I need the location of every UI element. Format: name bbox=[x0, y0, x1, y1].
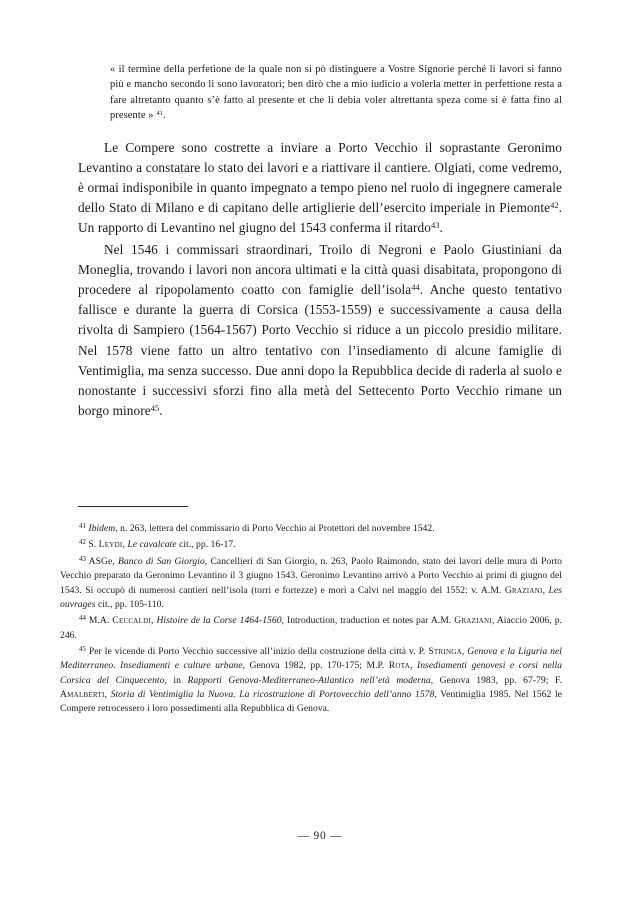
text-run: . Un rapporto di Levantino nel giugno del 1543 conferma il ritardo bbox=[78, 200, 562, 236]
italic-title: Les ouvrages bbox=[60, 584, 562, 610]
text-run: cit., pp. 105-110. bbox=[95, 598, 164, 610]
body-paragraph-compere bbox=[78, 138, 562, 239]
small-caps-author: Stringa bbox=[428, 646, 462, 658]
text-run: Nel 1546 i commissari straordinari, Troilo di Negroni e Paolo Giustiniani da Moneglia, trovando i lavori non ancora ultimati e la città quasi disabitata, propongono di procedere al ripopolamento coatto con famiglie dell’isola bbox=[78, 241, 562, 298]
footnote-42 bbox=[60, 538, 562, 552]
italic-title: Histoire de la Corse 1464-1560 bbox=[156, 615, 282, 627]
footnote-number-41: 41 bbox=[79, 522, 86, 530]
small-caps-author: Graziani bbox=[504, 584, 543, 596]
text-run: , in bbox=[164, 674, 188, 686]
footnotes-section bbox=[60, 522, 562, 717]
footnote-reference-43: 43 bbox=[430, 220, 440, 231]
block-quotation bbox=[78, 0, 562, 124]
footnote-reference-41: 41 bbox=[156, 110, 163, 118]
italic-title: Genova e la Liguria nel Mediterraneo. Insediamenti e culture urbane bbox=[60, 646, 562, 672]
text-run: , Ventimiglia 1985. Nel 1562 le Compere retrocessero i loro possedimenti alla Repubblica di Genova. bbox=[60, 689, 562, 715]
small-caps-author: Graziani bbox=[454, 615, 492, 627]
text-run: , bbox=[461, 646, 468, 658]
text-run: , bbox=[122, 539, 128, 551]
footnote-separator-rule bbox=[78, 506, 188, 507]
text-run: , bbox=[104, 689, 111, 701]
small-caps-author: Leydi bbox=[98, 539, 123, 551]
text-run: « il termine della perfetione de la quale non si pò distinguere a Vostre Signorie perché li lavori si fanno più e mancho secondo li sono lavoratori; ben dirò che a mio iudicio a volerla metter in perfettione resta a fare altretanto quanto s’è fatto al presente et che li debia voler altrettanta speza come si è fatta fino al presente » bbox=[110, 64, 562, 122]
italic-title: Rapporti Genova-Mediterraneo-Atlantico nell’età moderna bbox=[187, 674, 431, 686]
italic-title: Insediamenti genovesi e corsi nella Corsica del Cinquecento bbox=[60, 660, 562, 686]
small-caps-author: Ceccaldi bbox=[112, 615, 152, 627]
italic-title: Ibidem bbox=[88, 523, 116, 534]
text-run: M.A. bbox=[88, 615, 113, 627]
text-run: , bbox=[410, 660, 417, 672]
footnote-reference-42: 42 bbox=[550, 200, 559, 211]
footnote-number-42: 42 bbox=[79, 539, 86, 547]
footnote-number-44: 44 bbox=[79, 615, 86, 623]
footnote-reference-45: 45 bbox=[150, 403, 160, 414]
page-folio: — 90 — bbox=[297, 830, 343, 842]
text-run: , Genova 1982, pp. 170-175; M.P. bbox=[242, 660, 389, 672]
text-run: , Aiaccio 2006, p. 246. bbox=[60, 615, 562, 641]
text-run: . bbox=[162, 110, 166, 122]
text-run: . bbox=[159, 403, 163, 419]
text-run: , n. 263, lettera del commissario di Porto Vecchio ai Protettori del novembre 1542. bbox=[115, 523, 435, 534]
text-run: , Genova 1983, pp. 67-79; F. bbox=[430, 674, 563, 686]
text-run: , Cancellieri di San Giorgio, n. 263, Paolo Raimondo, stato dei lavori delle mura di Porto Vecchio preparato da Geronimo Levantino il 3 giugno 1543. Geronimo Levantino arrivò a Porto Vecchio ai primi di giugno del 1543. Si occupò di numerosi cantieri nell’isola (torri e fortezze) e morì a Calvi nel maggio del 1552: v. A.M. bbox=[60, 555, 562, 596]
small-caps-author: Rota bbox=[388, 660, 411, 672]
body-paragraph-1546 bbox=[78, 240, 562, 422]
text-run: ASGe, bbox=[88, 555, 118, 567]
text-run: Per le vicende di Porto Vecchio successive all’inizio della costruzione della città v. P. bbox=[88, 646, 429, 658]
italic-title: Banco di San Giorgio bbox=[117, 555, 205, 567]
text-run: cit., pp. 16-17. bbox=[176, 539, 236, 551]
text-run: , bbox=[542, 584, 549, 596]
footnote-44 bbox=[60, 614, 562, 643]
small-caps-author: Amalberti bbox=[60, 689, 105, 701]
italic-title: Le cavalcate bbox=[127, 539, 177, 551]
text-run: . Anche questo tentativo fallisce e durante la guerra di Corsica (1553-1559) e successivamente a causa della rivolta di Sampiero (1564-1567) Porto Vecchio si riduce a un piccolo presidio militare. Nel 1578 viene fatto un altro tentativo con l’insediamento di alcune famiglie di Ventimiglia, ma senza successo. Due anni dopo la Repubblica decide di raderla al suolo e nonostante i successivi sforzi fino alla metà del Settecento Porto Vecchio rimane un borgo minore bbox=[78, 282, 562, 419]
footnote-43 bbox=[60, 555, 562, 612]
text-run: , Introduction, traduction et notes par A.M. bbox=[281, 615, 455, 627]
footnote-number-45: 45 bbox=[79, 646, 86, 654]
italic-title: Storia di Ventimiglia la Nuova. La ricostruzione di Portovecchio dell’anno 1578 bbox=[110, 689, 435, 701]
text-column bbox=[78, 0, 562, 421]
footnote-number-43: 43 bbox=[79, 555, 86, 563]
text-run: , bbox=[151, 615, 157, 627]
text-run: . bbox=[439, 220, 443, 236]
footnote-41 bbox=[60, 522, 562, 536]
footnote-reference-44: 44 bbox=[411, 282, 420, 293]
footnote-45 bbox=[60, 645, 562, 716]
text-run: S. bbox=[88, 539, 99, 551]
text-run: Le Compere sono costrette a inviare a Porto Vecchio il soprastante Geronimo Levantino a constatare lo stato dei lavori e a riattivare il cantiere. Olgiati, come vedremo, è ormai indisponibile in quanto impegnato a tempo pieno nel ruolo di ingegnere camerale dello Stato di Milano e di capitano delle artiglierie dell’esercito imperiale in Piemonte bbox=[78, 139, 562, 216]
